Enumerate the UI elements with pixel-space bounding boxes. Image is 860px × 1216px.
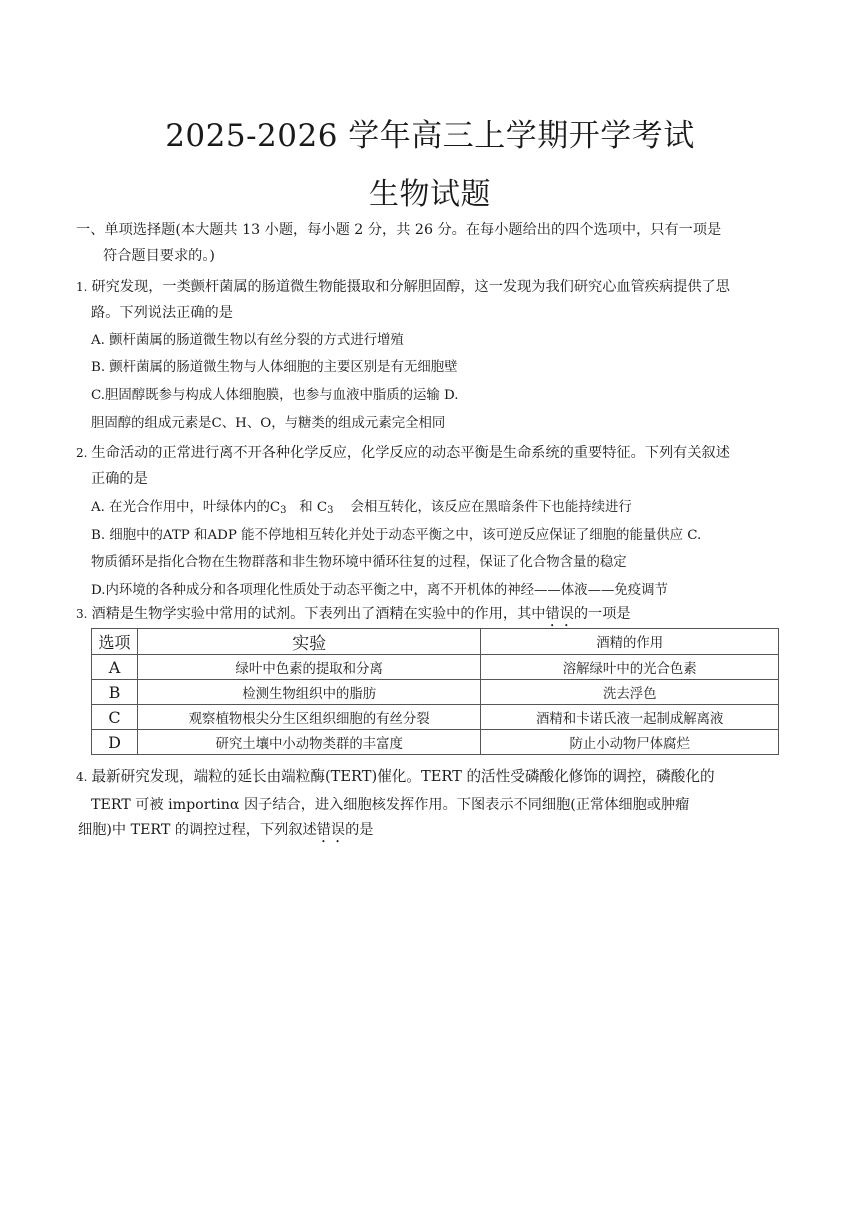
table-header-alcohol-role: 酒精的作用 bbox=[481, 629, 779, 655]
q2-option-a-post: 会相互转化，该反应在黑暗条件下也能持续进行 bbox=[333, 500, 632, 515]
exam-subtitle: 生物试题 bbox=[369, 177, 491, 212]
q2-stem-text1: 生命活动的正常进行离不开各种化学反应，化学反应的动态平衡是生命系统的重要特征。下列有关叙述 bbox=[91, 445, 730, 461]
q4-stem-line3 bbox=[78, 820, 374, 846]
q1-stem-text1: 研究发现，一类颤杆菌属的肠道微生物能摄取和分解胆固醇，这一发现为我们研究心血管疾病提供了思 bbox=[91, 279, 730, 295]
table-cell-alcohol-role: 防止小动物尸体腐烂 bbox=[481, 730, 779, 755]
table-cell-alcohol-role: 酒精和卡诺氏液一起制成解离液 bbox=[481, 705, 779, 730]
q2-stem-line2: 正确的是 bbox=[91, 471, 148, 487]
q4-stem-pre: 细胞)中 TERT 的调控过程，下列叙述 bbox=[78, 822, 317, 838]
q4-stem-post: 的是 bbox=[345, 822, 374, 838]
q4-stem-text1: 最新研究发现，端粒的延长由端粒酶(TERT)催化。TERT 的活性受磷酸化修饰的调控，磷酸化的 bbox=[91, 768, 715, 785]
q1-stem-line2: 路。下列说法正确的是 bbox=[91, 305, 233, 321]
q4-number: 4. bbox=[76, 770, 88, 784]
table-header-option: 选项 bbox=[92, 629, 138, 655]
section-heading-line1: 一、单项选择题(本大题共 13 小题，每小题 2 分，共 26 分。在每小题给出的四个选项中，只有一项是 bbox=[76, 222, 722, 238]
q1-option-c: C.胆固醇既参与构成人体细胞膜，也参与血液中脂质的运输 D. bbox=[91, 388, 459, 403]
table-cell-experiment: 观察植物根尖分生区组织细胞的有丝分裂 bbox=[137, 705, 480, 730]
q1-number: 1. bbox=[76, 280, 88, 294]
q2-stem-line1 bbox=[76, 443, 730, 463]
q3-stem-emphasis: 错误 bbox=[545, 606, 574, 622]
q1-option-d: 胆固醇的组成元素是C、H、O，与糖类的组成元素完全相同 bbox=[91, 416, 446, 431]
table-cell-option: A bbox=[92, 655, 138, 680]
table-cell-alcohol-role: 洗去浮色 bbox=[481, 680, 779, 705]
table-row bbox=[92, 680, 779, 705]
table-cell-experiment: 绿叶中色素的提取和分离 bbox=[137, 655, 480, 680]
table-row bbox=[92, 705, 779, 730]
table-row bbox=[92, 655, 779, 680]
table-cell-alcohol-role: 溶解绿叶中的光合色素 bbox=[481, 655, 779, 680]
q2-option-a bbox=[91, 498, 632, 521]
q2-option-a-sub2: 3 bbox=[327, 505, 334, 516]
q3-number: 3. bbox=[76, 607, 88, 621]
table-row bbox=[92, 730, 779, 755]
q4-stem-line1 bbox=[76, 767, 715, 787]
q3-stem-pre: 酒精是生物学实验中常用的试剂。下表列出了酒精在实验中的作用，其中 bbox=[91, 606, 546, 622]
table-cell-option: B bbox=[92, 680, 138, 705]
table-header-experiment: 实验 bbox=[137, 629, 480, 655]
q4-stem-emphasis: 错误 bbox=[316, 822, 346, 838]
table-cell-experiment: 检测生物组织中的脂肪 bbox=[137, 680, 480, 705]
q2-option-b: B. 细胞中的ATP 和ADP 能不停地相互转化并处于动态平衡之中，该可逆反应保证了细胞的能量供应 C. bbox=[91, 528, 702, 543]
q2-option-d: D.内环境的各种成分和各项理化性质处于动态平衡之中，离不开机体的神经——体液——免疫调节 bbox=[91, 583, 668, 598]
table-header-row bbox=[92, 629, 779, 655]
q2-option-a-mid: 和 C bbox=[286, 500, 328, 515]
q1-stem-line1 bbox=[76, 277, 730, 297]
q2-option-a-pre: A. 在光合作用中，叶绿体内的C bbox=[91, 500, 281, 515]
q1-option-a: A. 颤杆菌属的肠道微生物以有丝分裂的方式进行增殖 bbox=[91, 333, 404, 348]
table-cell-option: C bbox=[92, 705, 138, 730]
q2-option-c: 物质循环是指化合物在生物群落和非生物环境中循环往复的过程，保证了化合物含量的稳定 bbox=[91, 555, 627, 570]
section-heading-line2: 符合题目要求的。) bbox=[103, 248, 215, 264]
q4-stem-line2: TERT 可被 importinα 因子结合，进入细胞核发挥作用。下图表示不同细胞(正常体细胞或肿瘤 bbox=[91, 797, 690, 813]
q2-option-a-sub1: 3 bbox=[280, 505, 287, 516]
table-cell-option: D bbox=[92, 730, 138, 755]
table-cell-experiment: 研究土壤中小动物类群的丰富度 bbox=[137, 730, 480, 755]
exam-title: 2025-2026 学年高三上学期开学考试 bbox=[165, 118, 695, 154]
q2-number: 2. bbox=[76, 446, 88, 460]
q1-option-b: B. 颤杆菌属的肠道微生物与人体细胞的主要区别是有无细胞壁 bbox=[91, 360, 458, 375]
q3-stem-post: 的一项是 bbox=[573, 606, 631, 622]
q3-stem bbox=[76, 604, 631, 630]
alcohol-usage-table bbox=[91, 628, 779, 755]
